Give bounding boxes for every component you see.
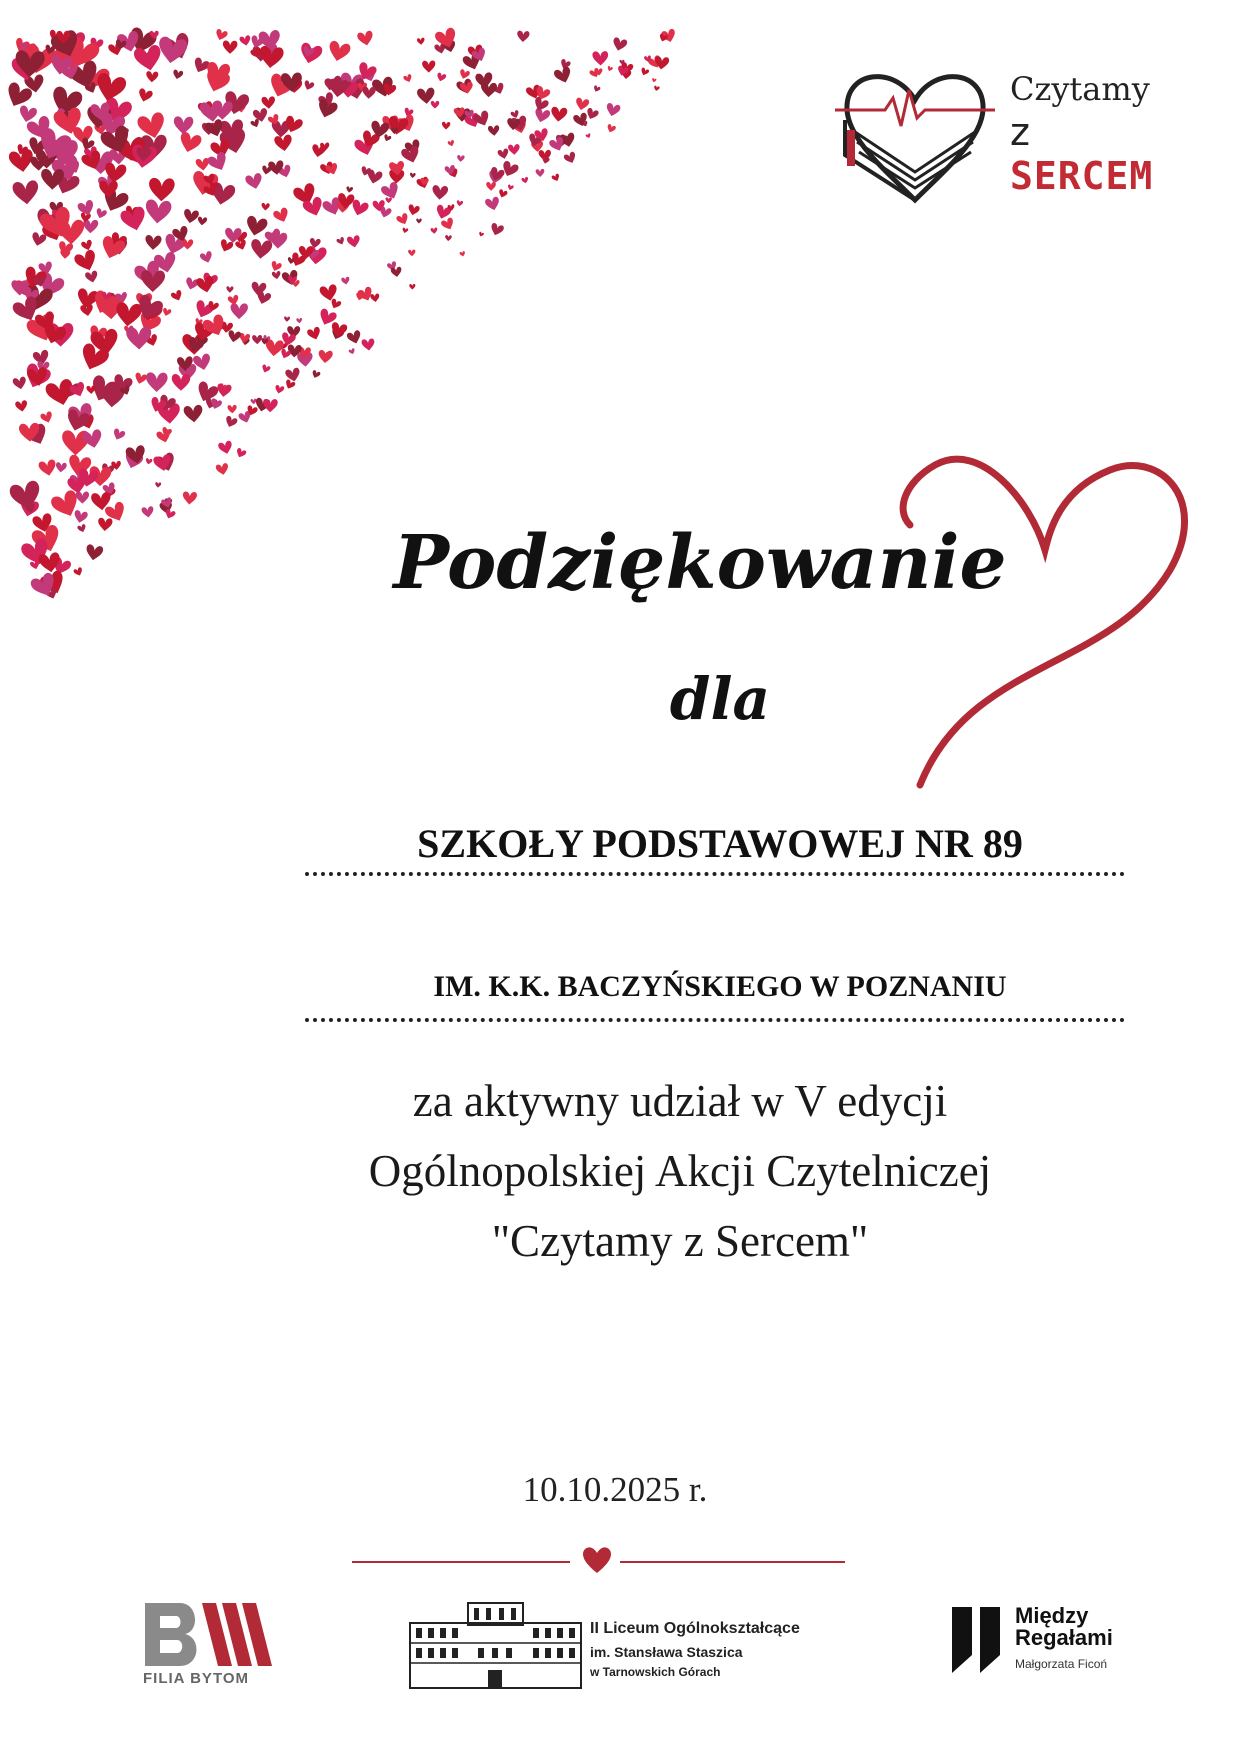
confetti-heart-icon bbox=[199, 251, 214, 265]
book-heart-icon bbox=[825, 60, 1005, 220]
confetti-heart-icon bbox=[585, 133, 591, 139]
confetti-heart-icon bbox=[183, 404, 203, 423]
confetti-heart-icon bbox=[245, 172, 264, 190]
logo-text-z: z bbox=[1010, 110, 1031, 154]
confetti-heart-icon bbox=[459, 251, 466, 257]
confetti-heart-icon bbox=[488, 125, 500, 136]
confetti-heart-icon bbox=[145, 458, 153, 465]
confetti-heart-icon bbox=[654, 56, 669, 70]
confetti-heart-icon bbox=[12, 180, 40, 206]
confetti-heart-icon bbox=[521, 177, 529, 184]
confetti-heart-icon bbox=[227, 405, 237, 414]
confetti-heart-icon bbox=[498, 189, 508, 199]
school-name-block bbox=[590, 1620, 800, 1679]
certificate-title: Podziękowanie bbox=[393, 520, 1007, 606]
confetti-heart-icon bbox=[269, 260, 282, 272]
confetti-heart-icon bbox=[319, 284, 339, 302]
confetti-heart-icon bbox=[223, 41, 238, 54]
confetti-heart-icon bbox=[133, 44, 164, 73]
confetti-heart-icon bbox=[250, 239, 273, 260]
confetti-heart-icon bbox=[12, 376, 27, 390]
confetti-heart-icon bbox=[177, 131, 202, 155]
confetti-heart-icon bbox=[244, 215, 268, 238]
school-building-icon bbox=[408, 1598, 583, 1690]
confetti-heart-icon bbox=[235, 239, 248, 252]
confetti-heart-icon bbox=[55, 462, 67, 473]
confetti-heart-icon bbox=[640, 67, 650, 77]
confetti-heart-icon bbox=[386, 197, 392, 203]
confetti-heart-icon bbox=[76, 492, 89, 504]
confetti-heart-icon bbox=[85, 270, 100, 284]
miedzy-regalami-logo bbox=[950, 1605, 1180, 1685]
confetti-heart-icon bbox=[486, 182, 496, 191]
confetti-heart-icon bbox=[182, 239, 193, 249]
confetti-heart-icon bbox=[357, 30, 375, 47]
confetti-heart-icon bbox=[73, 249, 99, 274]
bw-logo-caption: FILIA BYTOM bbox=[143, 1670, 249, 1687]
confetti-heart-icon bbox=[261, 96, 275, 109]
confetti-heart-icon bbox=[361, 338, 375, 351]
confetti-heart-icon bbox=[573, 112, 590, 128]
dotted-line-2 bbox=[305, 1018, 1125, 1022]
confetti-heart-icon bbox=[585, 107, 600, 121]
recipient-name-line1: SZKOŁY PODSTAWOWEJ NR 89 bbox=[417, 821, 1023, 866]
confetti-heart-icon bbox=[456, 200, 463, 207]
confetti-heart-icon bbox=[250, 399, 256, 405]
confetti-heart-icon bbox=[407, 204, 420, 217]
confetti-heart-icon bbox=[162, 307, 172, 317]
certificate-for-label: dla bbox=[669, 665, 771, 733]
confetti-heart-icon bbox=[230, 303, 248, 319]
confetti-heart-icon bbox=[111, 428, 126, 442]
mr-line2: Regałami bbox=[1015, 1625, 1113, 1650]
confetti-heart-icon bbox=[535, 169, 544, 177]
confetti-heart-icon bbox=[141, 506, 154, 518]
confetti-heart-icon bbox=[403, 74, 413, 84]
school-name-line1: II Liceum Ogólnokształcące bbox=[590, 1620, 800, 1637]
confetti-heart-icon bbox=[430, 227, 437, 234]
confetti-heart-icon bbox=[517, 30, 530, 42]
confetti-heart-icon bbox=[445, 235, 452, 241]
confetti-heart-icon bbox=[592, 51, 608, 66]
confetti-heart-icon bbox=[252, 108, 269, 124]
confetti-heart-icon bbox=[15, 400, 29, 413]
confetti-heart-icon bbox=[410, 172, 416, 178]
logo-text-sercem: SERCEM bbox=[1010, 154, 1154, 198]
school-name-line3: w Tarnowskich Górach bbox=[590, 1665, 721, 1679]
confetti-heart-icon bbox=[38, 459, 58, 477]
confetti-heart-icon bbox=[440, 217, 456, 232]
confetti-heart-icon bbox=[447, 140, 455, 147]
czytamy-z-sercem-logo bbox=[825, 60, 1165, 220]
bw-logo-mark-icon bbox=[140, 1598, 275, 1670]
confetti-heart-icon bbox=[497, 148, 510, 160]
confetti-heart-icon bbox=[606, 124, 616, 134]
confetti-heart-icon bbox=[362, 86, 376, 99]
confetti-heart-icon bbox=[402, 227, 409, 233]
confetti-heart-icon bbox=[478, 232, 484, 238]
confetti-heart-icon bbox=[146, 372, 168, 392]
confetti-heart-icon bbox=[272, 271, 282, 280]
confetti-heart-icon bbox=[95, 208, 108, 220]
confetti-heart-icon bbox=[346, 186, 353, 193]
confetti-heart-icon bbox=[484, 196, 501, 212]
confetti-heart-icon bbox=[653, 85, 659, 91]
confetti-heart-icon bbox=[652, 78, 657, 83]
confetti-heart-icon bbox=[306, 326, 322, 341]
confetti-heart-icon bbox=[457, 155, 465, 162]
confetti-heart-icon bbox=[442, 122, 451, 130]
school-name-line2: im. Stansława Staszica bbox=[590, 1644, 743, 1660]
confetti-heart-icon bbox=[593, 85, 601, 93]
confetti-heart-icon bbox=[416, 218, 422, 223]
confetti-heart-icon bbox=[510, 110, 520, 120]
bookshelf-mark-icon bbox=[950, 1605, 1010, 1675]
confetti-heart-icon bbox=[86, 385, 96, 394]
confetti-heart-icon bbox=[274, 385, 285, 395]
confetti-heart-icon bbox=[73, 510, 88, 524]
confetti-heart-icon bbox=[550, 106, 567, 122]
confetti-heart-icon bbox=[329, 298, 342, 310]
confetti-heart-icon bbox=[182, 491, 197, 505]
confetti-heart-icon bbox=[170, 289, 184, 302]
confetti-heart-icon bbox=[370, 293, 380, 302]
confetti-heart-icon bbox=[215, 463, 229, 476]
confetti-heart-icon bbox=[383, 134, 392, 143]
confetti-heart-icon bbox=[227, 330, 241, 343]
bw-filia-bytom-logo bbox=[140, 1598, 275, 1690]
confetti-heart-icon bbox=[318, 350, 333, 364]
confetti-heart-icon bbox=[480, 82, 497, 97]
mr-line1: Między bbox=[1015, 1603, 1089, 1628]
confetti-heart-icon bbox=[197, 216, 207, 225]
confetti-heart-icon bbox=[533, 107, 551, 124]
confetti-heart-icon bbox=[417, 37, 425, 45]
confetti-heart-icon bbox=[40, 411, 54, 425]
confetti-heart-icon bbox=[611, 37, 628, 53]
confetti-heart-icon bbox=[508, 144, 520, 155]
body-text-line3: "Czytamy z Sercem" bbox=[491, 1216, 869, 1266]
confetti-heart-icon bbox=[348, 348, 356, 355]
confetti-heart-icon bbox=[182, 209, 199, 225]
confetti-heart-icon bbox=[137, 88, 154, 104]
confetti-heart-icon bbox=[311, 370, 321, 380]
confetti-heart-icon bbox=[563, 151, 578, 165]
confetti-heart-icon bbox=[172, 374, 190, 391]
miedzy-regalami-text bbox=[1015, 1605, 1113, 1671]
confetti-heart-icon bbox=[214, 28, 228, 41]
confetti-heart-icon bbox=[239, 35, 252, 47]
confetti-heart-icon bbox=[396, 212, 411, 226]
confetti-heart-icon bbox=[261, 364, 271, 374]
confetti-heart-icon bbox=[145, 235, 162, 250]
confetti-heart-icon bbox=[284, 316, 290, 322]
confetti-heart-icon bbox=[458, 69, 470, 80]
confetti-heart-icon bbox=[77, 524, 87, 534]
logo-text-z-sercem bbox=[1010, 110, 1165, 198]
large-heart-outline-decoration bbox=[880, 440, 1200, 800]
confetti-heart-icon bbox=[18, 105, 38, 124]
confetti-heart-icon bbox=[390, 266, 402, 277]
confetti-heart-icon bbox=[224, 415, 238, 429]
confetti-heart-icon bbox=[251, 281, 267, 296]
confetti-heart-icon bbox=[346, 235, 361, 249]
confetti-heart-icon bbox=[115, 302, 143, 328]
certificate-date: 10.10.2025 r. bbox=[522, 1470, 708, 1509]
confetti-heart-icon bbox=[173, 116, 193, 134]
confetti-heart-icon bbox=[218, 440, 234, 455]
confetti-heart-icon bbox=[148, 178, 174, 202]
confetti-heart-icon bbox=[252, 335, 262, 344]
confetti-heart-icon bbox=[57, 220, 85, 245]
confetti-heart-icon bbox=[336, 237, 346, 246]
confetti-heart-icon bbox=[144, 199, 171, 224]
heart-icon bbox=[582, 1546, 612, 1576]
logo-text-czytamy: Czytamy bbox=[1010, 70, 1150, 108]
confetti-heart-icon bbox=[272, 207, 291, 225]
divider-line-left bbox=[352, 1561, 570, 1563]
confetti-heart-icon bbox=[85, 544, 104, 562]
confetti-heart-icon bbox=[346, 330, 363, 346]
confetti-heart-icon bbox=[73, 567, 84, 577]
confetti-heart-icon bbox=[341, 277, 350, 286]
confetti-heart-icon bbox=[553, 66, 573, 85]
confetti-heart-icon bbox=[146, 71, 159, 83]
confetti-heart-icon bbox=[206, 151, 230, 174]
mr-line3: Małgorzata Ficoń bbox=[1015, 1657, 1108, 1671]
confetti-heart-icon bbox=[409, 284, 415, 290]
confetti-heart-icon bbox=[431, 101, 440, 109]
divider-line-right bbox=[620, 1561, 845, 1563]
confetti-heart-icon bbox=[303, 80, 315, 92]
confetti-heart-icon bbox=[134, 372, 148, 385]
confetti-heart-icon bbox=[436, 72, 447, 82]
body-text-line1: za aktywny udział w V edycji bbox=[412, 1076, 948, 1126]
confetti-heart-icon bbox=[422, 61, 435, 73]
confetti-heart-icon bbox=[172, 69, 184, 80]
confetti-heart-icon bbox=[507, 184, 514, 191]
confetti-heart-icon bbox=[489, 222, 505, 237]
confetti-heart-icon bbox=[235, 447, 247, 459]
confetti-heart-icon bbox=[261, 203, 270, 211]
confetti-heart-icon bbox=[551, 173, 561, 182]
confetti-heart-icon bbox=[605, 102, 621, 117]
confetti-heart-icon bbox=[500, 160, 520, 179]
confetti-heart-icon bbox=[274, 134, 293, 152]
confetti-heart-icon bbox=[607, 66, 613, 72]
confetti-heart-icon bbox=[226, 286, 233, 293]
confetti-heart-icon bbox=[408, 249, 416, 256]
confetti-heart-icon bbox=[126, 326, 152, 349]
confetti-heart-icon bbox=[327, 40, 352, 63]
recipient-name-line2: IM. K.K. BACZYŃSKIEGO W POZNANIU bbox=[433, 970, 1007, 1003]
confetti-heart-icon bbox=[263, 399, 278, 413]
confetti-heart-icon bbox=[296, 318, 302, 324]
dotted-line-1 bbox=[305, 872, 1125, 876]
confetti-heart-icon bbox=[81, 239, 94, 252]
confetti-heart-icon bbox=[98, 518, 113, 532]
confetti-heart-icon bbox=[432, 185, 449, 200]
body-text-line2: Ogólnopolskiej Akcji Czytelniczej bbox=[368, 1146, 992, 1196]
confetti-heart-icon bbox=[155, 482, 161, 488]
confetti-heart-icon bbox=[574, 97, 589, 111]
